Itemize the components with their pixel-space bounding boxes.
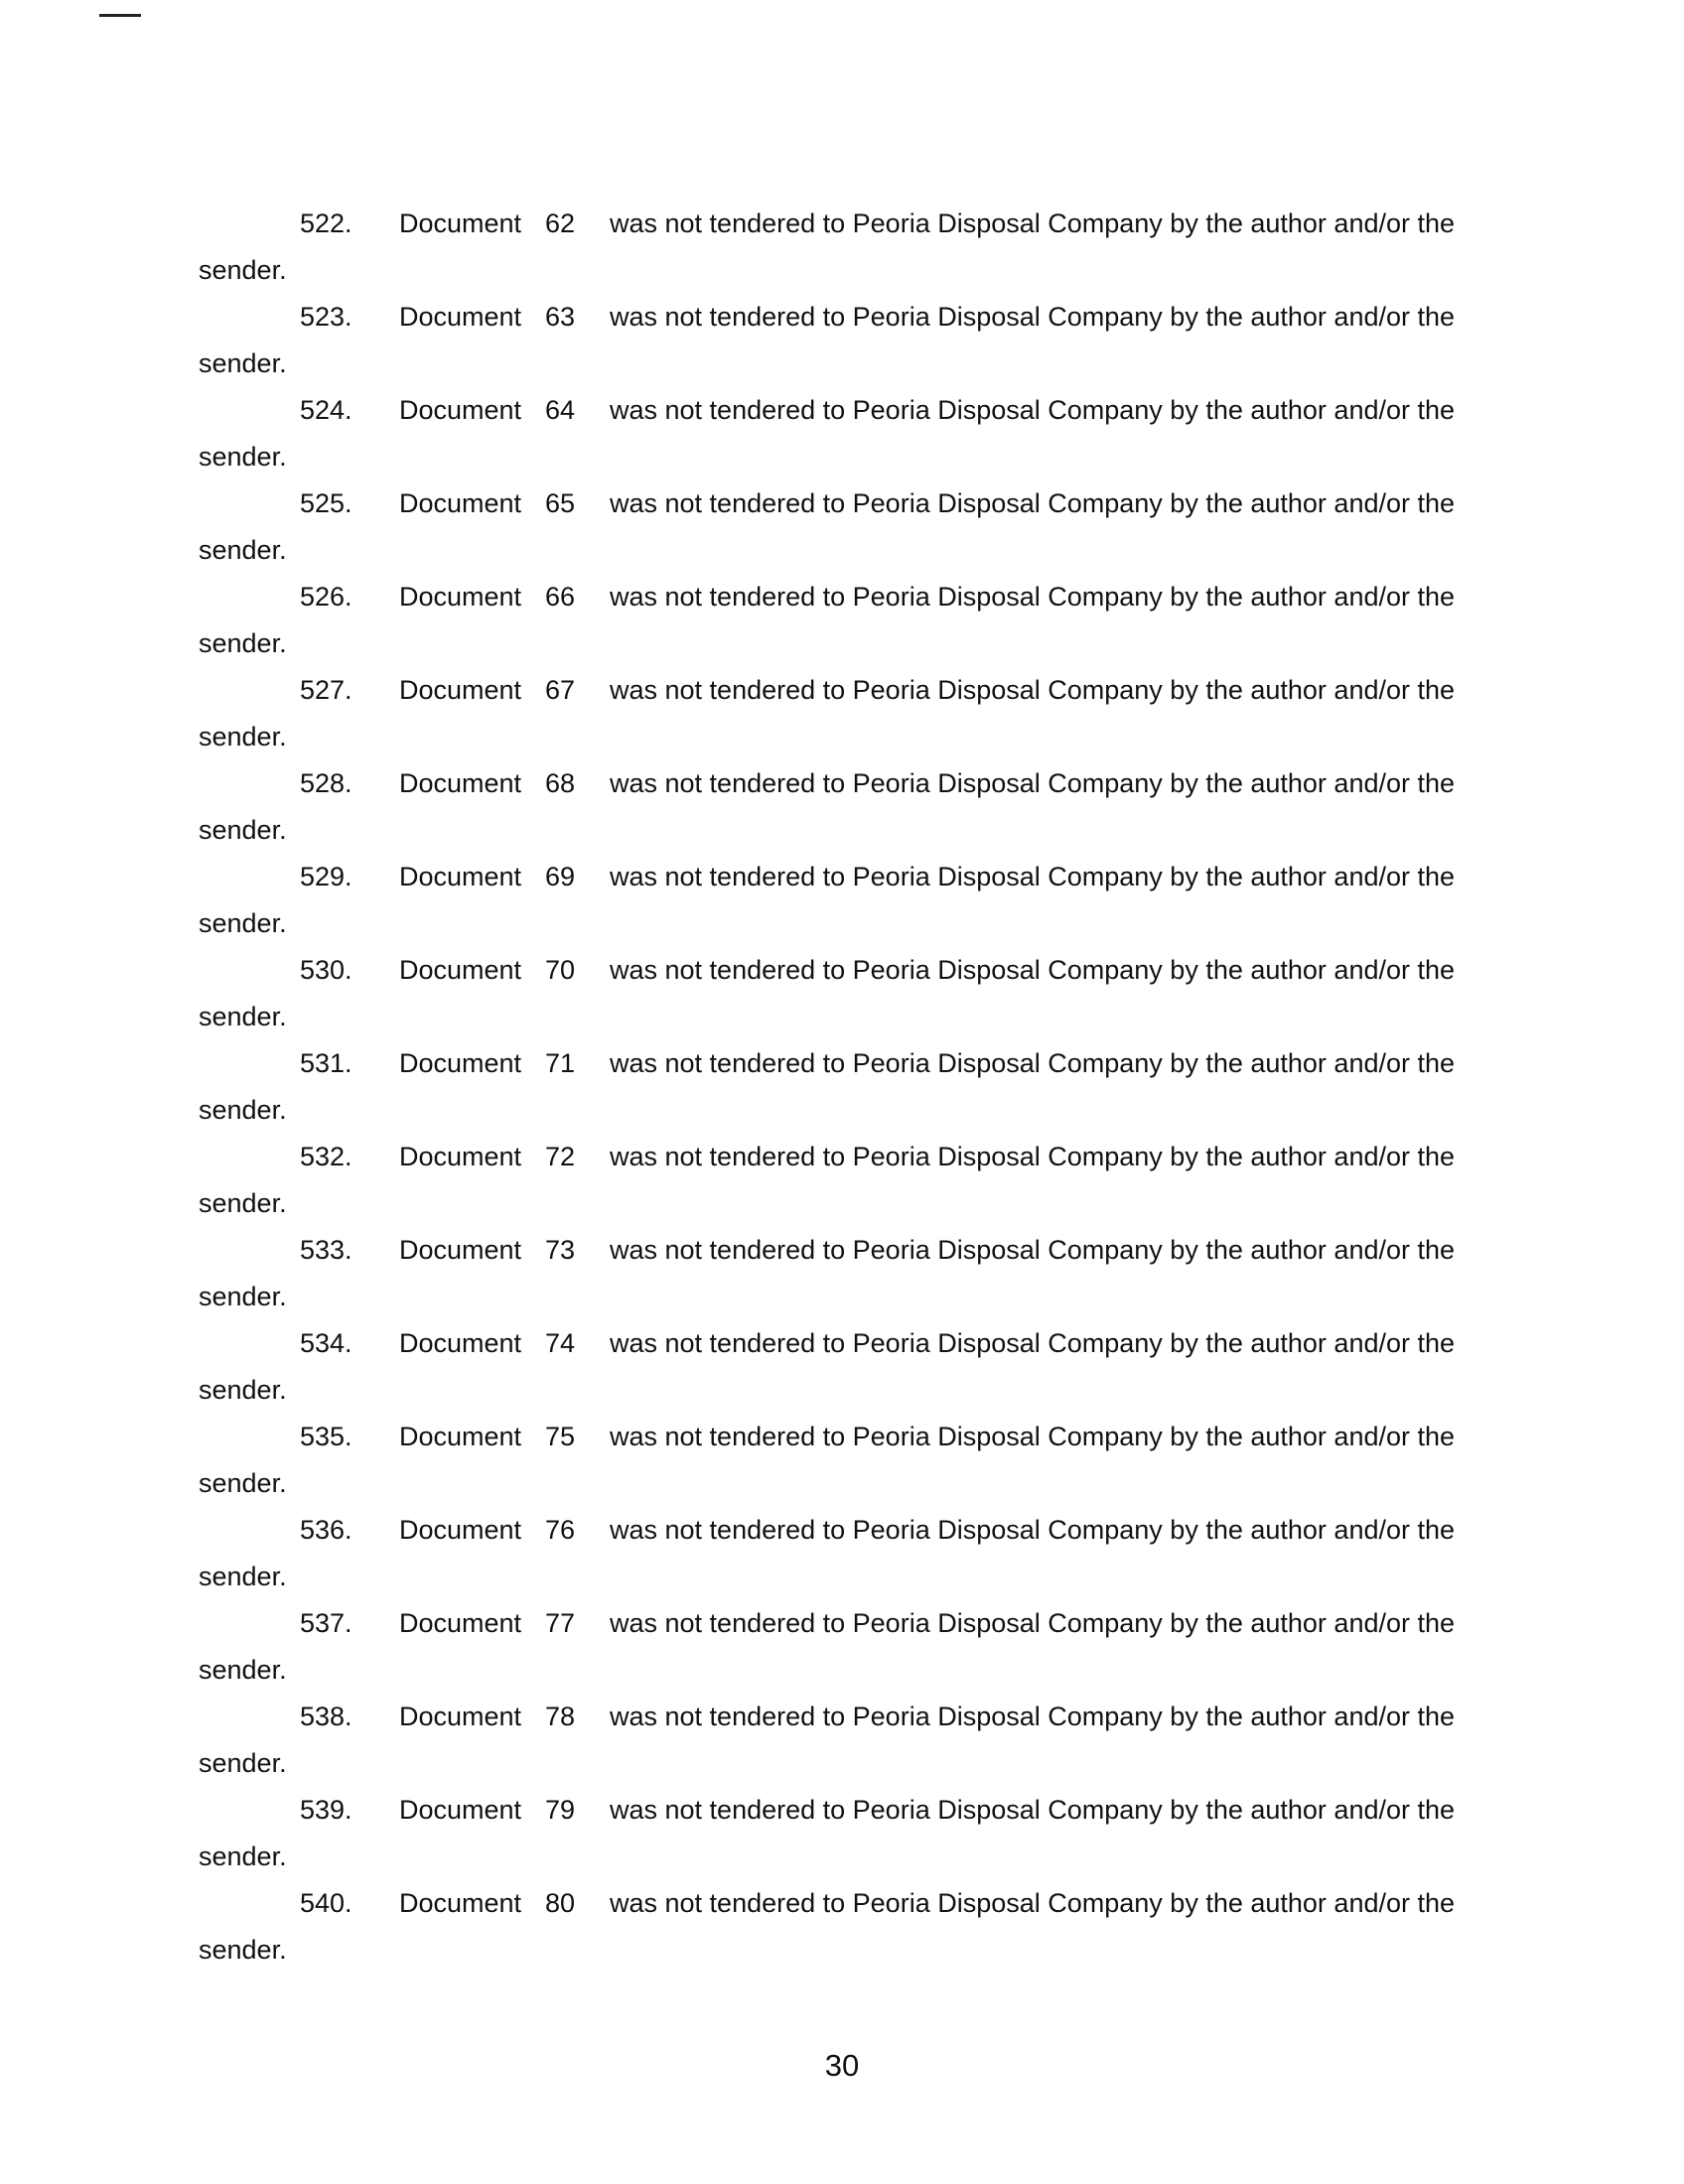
document-index: 72 xyxy=(545,1142,576,1171)
document-word: Document xyxy=(399,302,522,332)
paragraph-continuation: sender. xyxy=(199,1468,287,1498)
paragraph-539 xyxy=(0,1795,1684,1888)
document-index: 75 xyxy=(545,1422,576,1451)
paragraph-537 xyxy=(0,1608,1684,1702)
paragraph-536 xyxy=(0,1515,1684,1608)
document-word: Document xyxy=(399,1515,522,1545)
paragraph-clause: was not tendered to Peoria Disposal Company by the author and/or the xyxy=(610,1422,1456,1451)
paragraph-clause: was not tendered to Peoria Disposal Company by the author and/or the xyxy=(610,302,1456,332)
paragraph-525 xyxy=(0,488,1684,582)
paragraph-540 xyxy=(0,1888,1684,1981)
paragraph-continuation: sender. xyxy=(199,1935,287,1965)
document-word: Document xyxy=(399,1142,522,1171)
document-word: Document xyxy=(399,675,522,705)
document-index: 67 xyxy=(545,675,576,705)
paragraph-number: 528. xyxy=(300,768,352,798)
paragraph-number: 538. xyxy=(300,1702,352,1731)
paragraph-number: 539. xyxy=(300,1795,352,1825)
paragraph-number: 524. xyxy=(300,395,352,425)
paragraph-number: 531. xyxy=(300,1048,352,1078)
document-word: Document xyxy=(399,395,522,425)
paragraph-number: 526. xyxy=(300,582,352,612)
paragraph-continuation: sender. xyxy=(199,815,287,845)
paragraph-continuation: sender. xyxy=(199,1095,287,1125)
paragraph-clause: was not tendered to Peoria Disposal Company by the author and/or the xyxy=(610,862,1456,891)
document-word: Document xyxy=(399,862,522,891)
paragraph-continuation: sender. xyxy=(199,1002,287,1031)
paragraph-523 xyxy=(0,302,1684,395)
paragraph-clause: was not tendered to Peoria Disposal Company by the author and/or the xyxy=(610,675,1456,705)
document-word: Document xyxy=(399,955,522,985)
paragraph-531 xyxy=(0,1048,1684,1142)
paragraph-clause: was not tendered to Peoria Disposal Company by the author and/or the xyxy=(610,1515,1456,1545)
paragraph-534 xyxy=(0,1328,1684,1422)
paragraph-clause: was not tendered to Peoria Disposal Company by the author and/or the xyxy=(610,1608,1456,1638)
paragraph-clause: was not tendered to Peoria Disposal Company by the author and/or the xyxy=(610,1142,1456,1171)
document-index: 77 xyxy=(545,1608,576,1638)
document-word: Document xyxy=(399,208,522,238)
paragraph-clause: was not tendered to Peoria Disposal Company by the author and/or the xyxy=(610,768,1456,798)
paragraph-522 xyxy=(0,208,1684,302)
paragraph-clause: was not tendered to Peoria Disposal Company by the author and/or the xyxy=(610,1235,1456,1265)
document-index: 65 xyxy=(545,488,576,518)
paragraph-clause: was not tendered to Peoria Disposal Company by the author and/or the xyxy=(610,1328,1456,1358)
document-word: Document xyxy=(399,582,522,612)
paragraph-number: 535. xyxy=(300,1422,352,1451)
paragraph-clause: was not tendered to Peoria Disposal Company by the author and/or the xyxy=(610,1888,1456,1918)
paragraph-527 xyxy=(0,675,1684,768)
paragraph-number: 530. xyxy=(300,955,352,985)
document-index: 74 xyxy=(545,1328,576,1358)
paragraph-530 xyxy=(0,955,1684,1048)
paragraph-continuation: sender. xyxy=(199,1188,287,1218)
paragraph-clause: was not tendered to Peoria Disposal Company by the author and/or the xyxy=(610,208,1456,238)
paragraph-number: 540. xyxy=(300,1888,352,1918)
paragraph-number: 529. xyxy=(300,862,352,891)
document-index: 79 xyxy=(545,1795,576,1825)
paragraph-continuation: sender. xyxy=(199,628,287,658)
paragraph-clause: was not tendered to Peoria Disposal Company by the author and/or the xyxy=(610,955,1456,985)
document-index: 70 xyxy=(545,955,576,985)
paragraph-continuation: sender. xyxy=(199,348,287,378)
paragraph-continuation: sender. xyxy=(199,535,287,565)
paragraph-continuation: sender. xyxy=(199,1375,287,1405)
paragraph-continuation: sender. xyxy=(199,255,287,285)
paragraph-524 xyxy=(0,395,1684,488)
paragraph-clause: was not tendered to Peoria Disposal Company by the author and/or the xyxy=(610,1795,1456,1825)
paragraph-532 xyxy=(0,1142,1684,1235)
paragraph-continuation: sender. xyxy=(199,1748,287,1778)
paragraph-clause: was not tendered to Peoria Disposal Company by the author and/or the xyxy=(610,1048,1456,1078)
paragraph-number: 536. xyxy=(300,1515,352,1545)
paragraph-number: 522. xyxy=(300,208,352,238)
paragraph-538 xyxy=(0,1702,1684,1795)
paragraph-continuation: sender. xyxy=(199,1282,287,1311)
document-word: Document xyxy=(399,1702,522,1731)
paragraph-number: 534. xyxy=(300,1328,352,1358)
paragraph-number: 527. xyxy=(300,675,352,705)
paragraph-529 xyxy=(0,862,1684,955)
document-word: Document xyxy=(399,488,522,518)
document-index: 71 xyxy=(545,1048,576,1078)
document-word: Document xyxy=(399,1795,522,1825)
paragraph-number: 525. xyxy=(300,488,352,518)
document-index: 63 xyxy=(545,302,576,332)
paragraph-526 xyxy=(0,582,1684,675)
document-index: 76 xyxy=(545,1515,576,1545)
document-word: Document xyxy=(399,1048,522,1078)
paragraph-clause: was not tendered to Peoria Disposal Company by the author and/or the xyxy=(610,582,1456,612)
paragraph-535 xyxy=(0,1422,1684,1515)
paragraph-clause: was not tendered to Peoria Disposal Company by the author and/or the xyxy=(610,395,1456,425)
document-index: 66 xyxy=(545,582,576,612)
paragraph-533 xyxy=(0,1235,1684,1328)
document-index: 64 xyxy=(545,395,576,425)
paragraph-continuation: sender. xyxy=(199,1655,287,1685)
paragraph-continuation: sender. xyxy=(199,1842,287,1871)
document-index: 80 xyxy=(545,1888,576,1918)
page-number: 30 xyxy=(824,2048,860,2083)
document-index: 68 xyxy=(545,768,576,798)
paragraph-528 xyxy=(0,768,1684,862)
paragraph-clause: was not tendered to Peoria Disposal Company by the author and/or the xyxy=(610,488,1456,518)
document-word: Document xyxy=(399,1235,522,1265)
paragraph-continuation: sender. xyxy=(199,1562,287,1591)
document-index: 78 xyxy=(545,1702,576,1731)
document-index: 69 xyxy=(545,862,576,891)
document-word: Document xyxy=(399,1608,522,1638)
paragraph-number: 533. xyxy=(300,1235,352,1265)
paragraph-continuation: sender. xyxy=(199,908,287,938)
document-word: Document xyxy=(399,1328,522,1358)
paragraph-continuation: sender. xyxy=(199,722,287,751)
document-word: Document xyxy=(399,768,522,798)
document-word: Document xyxy=(399,1888,522,1918)
paragraph-number: 523. xyxy=(300,302,352,332)
document-index: 73 xyxy=(545,1235,576,1265)
document-index: 62 xyxy=(545,208,576,238)
document-word: Document xyxy=(399,1422,522,1451)
paragraph-number: 537. xyxy=(300,1608,352,1638)
paragraph-continuation: sender. xyxy=(199,442,287,472)
paragraph-number: 532. xyxy=(300,1142,352,1171)
paragraph-clause: was not tendered to Peoria Disposal Company by the author and/or the xyxy=(610,1702,1456,1731)
